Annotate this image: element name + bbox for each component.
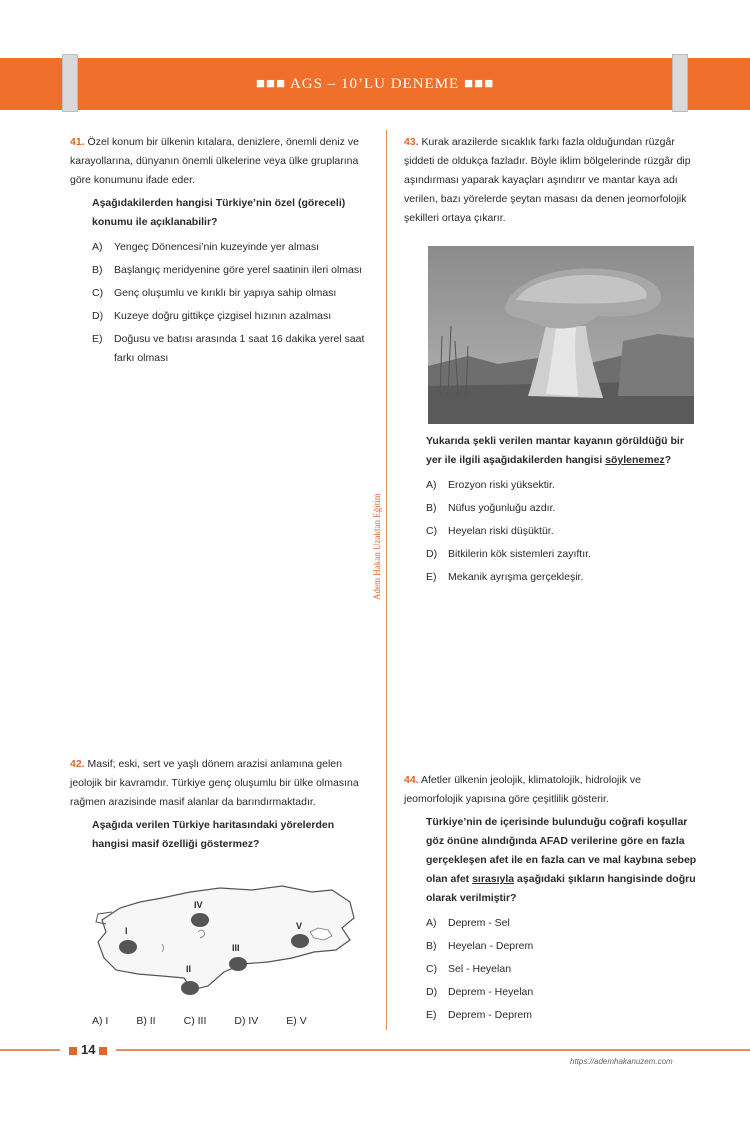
option-c[interactable]: C) Genç oluşumlu ve kırıklı bir yapıya sahip olması	[92, 287, 337, 299]
option-e[interactable]: E) Doğusu ve batısı arasında 1 saat 16 dakika yerel saat farkı olması	[92, 333, 365, 364]
question-41	[70, 133, 368, 372]
question-43-continued	[426, 432, 700, 591]
footer-url[interactable]: https://ademhakanuzem.com	[570, 1057, 673, 1066]
option-d[interactable]: D) Bitkilerin kök sistemleri zayıftır.	[426, 548, 591, 560]
question-number: 42.	[70, 758, 85, 770]
option-a[interactable]: A) I	[92, 1015, 109, 1027]
question-intro: Özel konum bir ülkenin kıtalara, denizlere, önemli deniz ve karayollarına, dünyanın önemli ülkelerine veya ülke gruplarına göre konumunu ifade eder.	[70, 136, 359, 186]
question-43	[404, 133, 700, 228]
question-intro: Masif; eski, sert ve yaşlı dönem arazisi anlamına gelen jeolojik bir kavramdır. Türkiye genç oluşumlu bir ülke olmasına rağmen arazisinde masif alanlar da barındırmaktadır.	[70, 758, 359, 808]
region-marker-ii	[181, 981, 199, 995]
question-42-options	[92, 1015, 307, 1027]
option-b[interactable]: B) II	[136, 1015, 156, 1027]
option-c[interactable]: C) Sel - Heyelan	[426, 963, 512, 975]
page-number: 14	[60, 1042, 116, 1057]
mushroom-rock-photo	[428, 246, 694, 424]
region-marker-iii	[229, 957, 247, 971]
page-title: ■■■ AGS – 10’LU DENEME ■■■	[255, 76, 495, 92]
question-stem: Aşağıdakilerden hangisi Türkiye’nin özel (göreceli) konumu ile açıklanabilir?	[92, 197, 346, 228]
option-b[interactable]: B) Başlangıç meridyenine göre yerel saatinin ileri olması	[92, 264, 363, 276]
question-stem: Türkiye’nin de içerisinde bulunduğu coğrafi koşullar göz önüne alındığında AFAD verilerine göre en fazla gerçekleşen afet ile en fazla can ve mal kaybına sebep olan afet sırasıyla aşağıdaki şıkların hangisinde doğru olarak verilmiştir?	[426, 816, 697, 904]
option-a[interactable]: A) Yengeç Dönencesi’nin kuzeyinde yer alması	[92, 241, 320, 253]
map-label-iv: IV	[194, 900, 203, 910]
question-42	[70, 755, 368, 860]
question-44	[404, 771, 700, 1029]
option-e[interactable]: E) Deprem - Deprem	[426, 1009, 533, 1021]
map-label-v: V	[296, 921, 303, 931]
question-number: 41.	[70, 136, 85, 148]
turkey-map	[92, 878, 362, 1004]
option-e[interactable]: E) Mekanik ayrışma gerçekleşir.	[426, 571, 584, 583]
question-number: 44.	[404, 774, 419, 786]
question-stem: Yukarıda şekli verilen mantar kayanın görüldüğü bir yer ile ilgili aşağıdakilerden hangisi söylenemez?	[426, 435, 684, 466]
option-d[interactable]: D) Deprem - Heyelan	[426, 986, 534, 998]
region-marker-v	[291, 934, 309, 948]
option-b[interactable]: B) Heyelan - Deprem	[426, 940, 534, 952]
option-a[interactable]: A) Erozyon riski yüksektir.	[426, 479, 555, 491]
question-number: 43.	[404, 136, 419, 148]
option-d[interactable]: D) Kuzeye doğru gittikçe çizgisel hızının azalması	[92, 310, 332, 322]
option-e[interactable]: E) V	[286, 1015, 307, 1027]
map-label-iii: III	[232, 943, 240, 953]
option-d[interactable]: D) IV	[234, 1015, 259, 1027]
question-intro: Afetler ülkenin jeolojik, klimatolojik, hidrolojik ve jeomorfolojik yapısına göre çeşitlilik gösterir.	[404, 774, 641, 805]
side-watermark: Adem Hakan Uzaktan Eğitim	[372, 493, 382, 600]
option-a[interactable]: A) Deprem - Sel	[426, 917, 510, 929]
question-intro: Kurak arazilerde sıcaklık farkı fazla olduğundan rüzgâr şiddeti de oldukça fazladır. Böyle iklim bölgelerinde rüzgâr dip aşındırması yaparak kayaçları aşındırır ve mantar kaya adı verilen, bazı yörelerde şeytan masası da denen jeomorfolojik şekilleri ortaya çıkarır.	[404, 136, 691, 224]
question-stem: Aşağıda verilen Türkiye haritasındaki yörelerden hangisi masif özelliği göstermez?	[92, 819, 335, 850]
map-label-i: I	[125, 926, 128, 936]
option-c[interactable]: C) Heyelan riski düşüktür.	[426, 525, 554, 537]
column-divider	[386, 130, 387, 1030]
region-marker-iv	[191, 913, 209, 927]
option-c[interactable]: C) III	[183, 1015, 207, 1027]
region-marker-i	[119, 940, 137, 954]
option-b[interactable]: B) Nüfus yoğunluğu azdır.	[426, 502, 556, 514]
map-label-ii: II	[186, 964, 192, 974]
